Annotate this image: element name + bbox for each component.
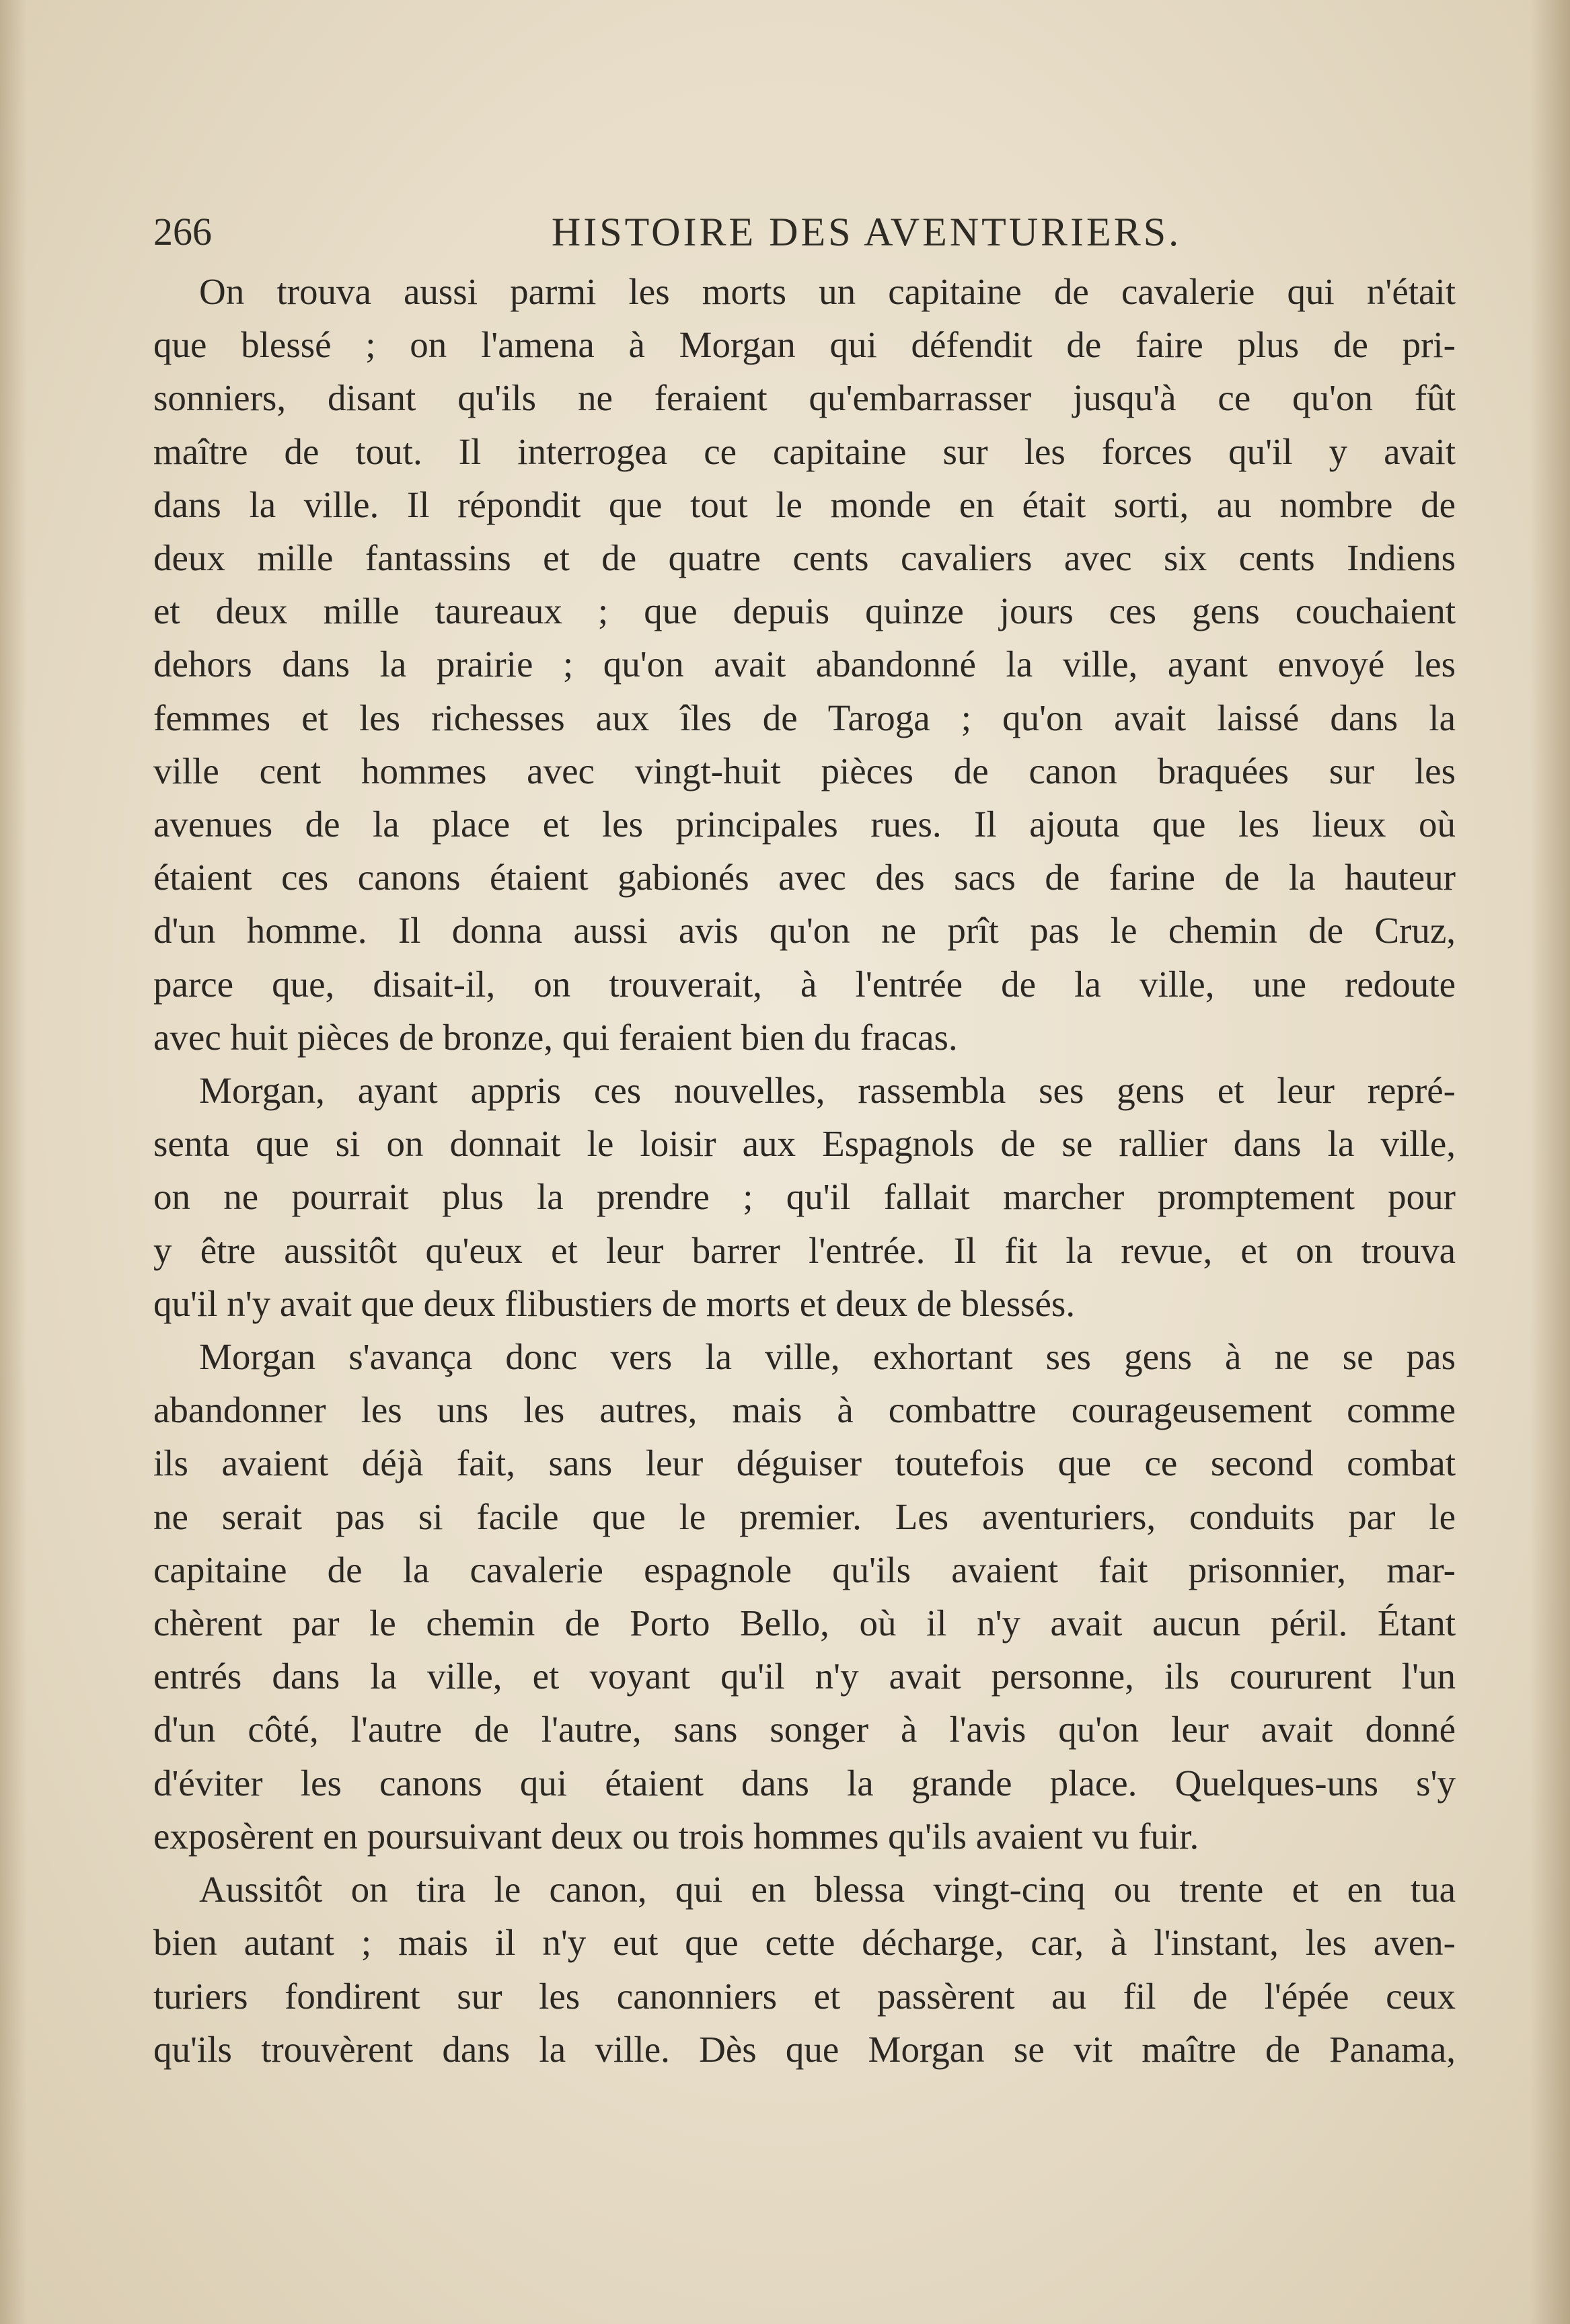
text-line: et deux mille taureaux ; que depuis quinze jours ces gens couchaient <box>153 590 1456 632</box>
text-line: parce que, disait-il, on trouverait, à l'entrée de la ville, une redoute <box>153 963 1456 1005</box>
text-line: On trouva aussi parmi les morts un capitaine de cavalerie qui n'était <box>199 271 1456 312</box>
text-line: exposèrent en poursuivant deux ou trois hommes qu'ils avaient vu fuir. <box>153 1815 1199 1857</box>
page-header <box>153 202 1431 262</box>
text-line: y être aussitôt qu'eux et leur barrer l'entrée. Il fit la revue, et on trouva <box>153 1229 1456 1271</box>
text-line: capitaine de la cavalerie espagnole qu'ils avaient fait prisonnier, mar- <box>153 1549 1456 1590</box>
text-line: avenues de la place et les principales rues. Il ajouta que les lieux où <box>153 804 1456 845</box>
text-line: turiers fondirent sur les canonniers et passèrent au fil de l'épée ceux <box>153 1975 1456 2017</box>
text-line: on ne pourrait plus la prendre ; qu'il fallait marcher promptement pour <box>153 1176 1456 1218</box>
text-line: étaient ces canons étaient gabionés avec des sacs de farine de la hauteur <box>153 857 1456 898</box>
paragraph-4 <box>153 1863 1456 2076</box>
text-line: dans la ville. Il répondit que tout le monde en était sorti, au nombre de <box>153 483 1456 525</box>
text-line: ils avaient déjà fait, sans leur déguiser toutefois que ce second combat <box>153 1442 1456 1484</box>
text-line: maître de tout. Il interrogea ce capitaine sur les forces qu'il y avait <box>153 430 1456 472</box>
paragraph-1 <box>153 265 1456 1064</box>
text-line: d'un côté, l'autre de l'autre, sans songer à l'avis qu'on leur avait donné <box>153 1709 1456 1750</box>
page-left-shadow <box>0 0 27 2324</box>
running-title: HISTOIRE DES AVENTURIERS. <box>551 210 1182 254</box>
text-line: deux mille fantassins et de quatre cents cavaliers avec six cents Indiens <box>153 537 1456 579</box>
page-number: 266 <box>153 210 212 254</box>
text-line: abandonner les uns les autres, mais à combattre courageusement comme <box>153 1389 1456 1431</box>
text-line: qu'ils trouvèrent dans la ville. Dès que Morgan se vit maître de Panama, <box>153 2028 1456 2070</box>
paragraph-3 <box>153 1330 1456 1863</box>
text-line: sonniers, disant qu'ils ne feraient qu'embarrasser jusqu'à ce qu'on fût <box>153 377 1456 419</box>
text-line: chèrent par le chemin de Porto Bello, où il n'y avait aucun péril. Étant <box>153 1602 1456 1644</box>
page-right-shadow <box>1530 0 1570 2324</box>
text-line: d'un homme. Il donna aussi avis qu'on ne prît pas le chemin de Cruz, <box>153 910 1456 952</box>
text-line: avec huit pièces de bronze, qui feraient bien du fracas. <box>153 1016 958 1058</box>
paragraph-2 <box>153 1064 1456 1330</box>
text-line: dehors dans la prairie ; qu'on avait abandonné la ville, ayant envoyé les <box>153 644 1456 685</box>
text-line: entrés dans la ville, et voyant qu'il n'y avait personne, ils coururent l'un <box>153 1656 1456 1697</box>
text-line: Morgan s'avança donc vers la ville, exhortant ses gens à ne se pas <box>199 1336 1456 1378</box>
text-line: Aussitôt on tira le canon, qui en blessa vingt-cinq ou trente et en tua <box>199 1869 1456 1910</box>
text-line: ville cent hommes avec vingt-huit pièces de canon braquées sur les <box>153 750 1456 791</box>
text-line: Morgan, ayant appris ces nouvelles, rassembla ses gens et leur repré- <box>199 1070 1456 1112</box>
text-line: senta que si on donnait le loisir aux Espagnols de se rallier dans la ville, <box>153 1123 1456 1165</box>
text-line: femmes et les richesses aux îles de Taroga ; qu'on avait laissé dans la <box>153 697 1456 738</box>
text-line: qu'il n'y avait que deux flibustiers de morts et deux de blessés. <box>153 1282 1076 1324</box>
text-line: ne serait pas si facile que le premier. Les aventuriers, conduits par le <box>153 1496 1456 1537</box>
body-text <box>153 265 1456 2076</box>
text-line: d'éviter les canons qui étaient dans la grande place. Quelques-uns s'y <box>153 1762 1456 1804</box>
text-line: bien autant ; mais il n'y eut que cette décharge, car, à l'instant, les aven- <box>153 1922 1456 1964</box>
text-line: que blessé ; on l'amena à Morgan qui défendit de faire plus de pri- <box>153 324 1456 366</box>
